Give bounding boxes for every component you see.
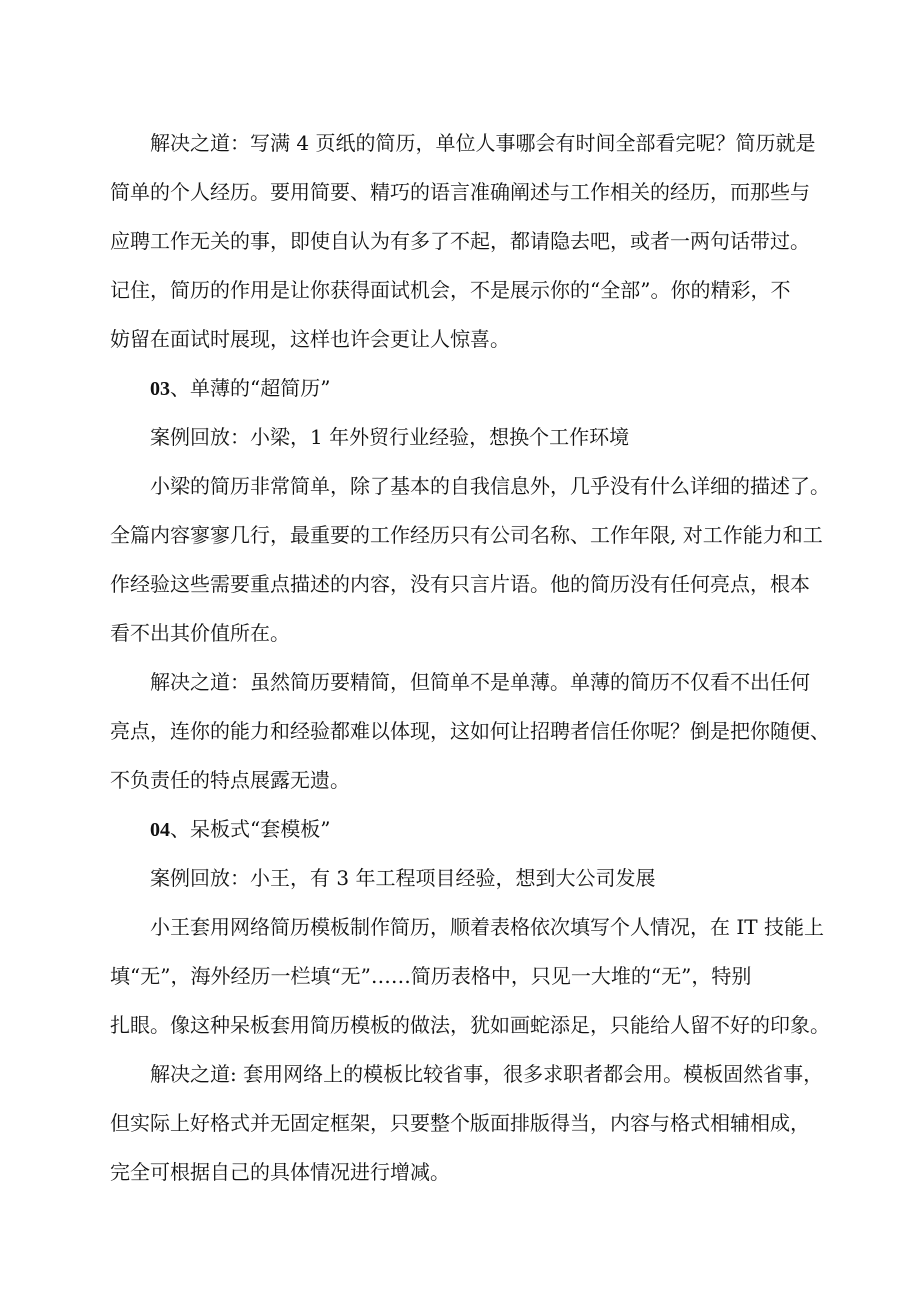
- paragraph-line: 亮点，连你的能力和经验都难以体现，这如何让招聘者信任你呢？倒是把你随便、: [110, 719, 830, 743]
- paragraph-line: 小梁的简历非常简单，除了基本的自我信息外，几乎没有什么详细的描述了。: [150, 474, 830, 498]
- section-number: 04: [150, 819, 170, 841]
- paragraph-line: 妨留在面试时展现，这样也许会更让人惊喜。: [110, 327, 510, 351]
- paragraph-line: 但实际上好格式并无固定框架，只要整个版面排版得当，内容与格式相辅相成，: [110, 1111, 810, 1135]
- section-heading-04: [150, 815, 330, 844]
- paragraph-line: 简单的个人经历。要用简要、精巧的语言准确阐述与工作相关的经历，而那些与: [110, 180, 810, 204]
- paragraph-line: 全篇内容寥寥几行，最重要的工作经历只有公司名称、工作年限, 对工作能力和工: [110, 523, 823, 547]
- paragraph-line: 解决之道: 套用网络上的模板比较省事，很多求职者都会用。模板固然省事，: [150, 1062, 824, 1086]
- section-title: 、呆板式“套模板”: [170, 817, 331, 841]
- paragraph-line: 作经验这些需要重点描述的内容，没有只言片语。他的简历没有任何亮点，根本: [110, 572, 810, 596]
- section-heading-03: [150, 374, 330, 403]
- paragraph-line: 填“无”，海外经历一栏填“无”……简历表格中，只见一大堆的“无”，特别: [110, 964, 752, 988]
- section-number: 03: [150, 378, 170, 400]
- case-review-line: 案例回放：小王，有 3 年工程项目经验，想到大公司发展: [150, 866, 656, 890]
- paragraph-line: 应聘工作无关的事，即使自认为有多了不起，都请隐去吧，或者一两句话带过。: [110, 229, 810, 253]
- paragraph-line: 记住，简历的作用是让你获得面试机会，不是展示你的“全部”。你的精彩，不: [110, 278, 791, 302]
- paragraph-line: 解决之道：写满 4 页纸的简历，单位人事哪会有时间全部看完呢？简历就是: [150, 131, 816, 155]
- paragraph-line: 看不出其价值所在。: [110, 621, 290, 645]
- paragraph-line: 完全可根据自己的具体情况进行增减。: [110, 1160, 450, 1184]
- section-title: 、单薄的“超简历”: [170, 376, 331, 400]
- paragraph-line: 解决之道：虽然简历要精简，但简单不是单薄。单薄的简历不仅看不出任何: [150, 670, 810, 694]
- paragraph-line: 小王套用网络简历模板制作简历，顺着表格依次填写个人情况，在 IT 技能上: [150, 915, 824, 939]
- case-review-line: 案例回放：小梁，1 年外贸行业经验，想换个工作环境: [150, 425, 630, 449]
- paragraph-line: 扎眼。像这种呆板套用简历模板的做法，犹如画蛇添足，只能给人留不好的印象。: [110, 1013, 830, 1037]
- paragraph-line: 不负责任的特点展露无遗。: [110, 768, 350, 792]
